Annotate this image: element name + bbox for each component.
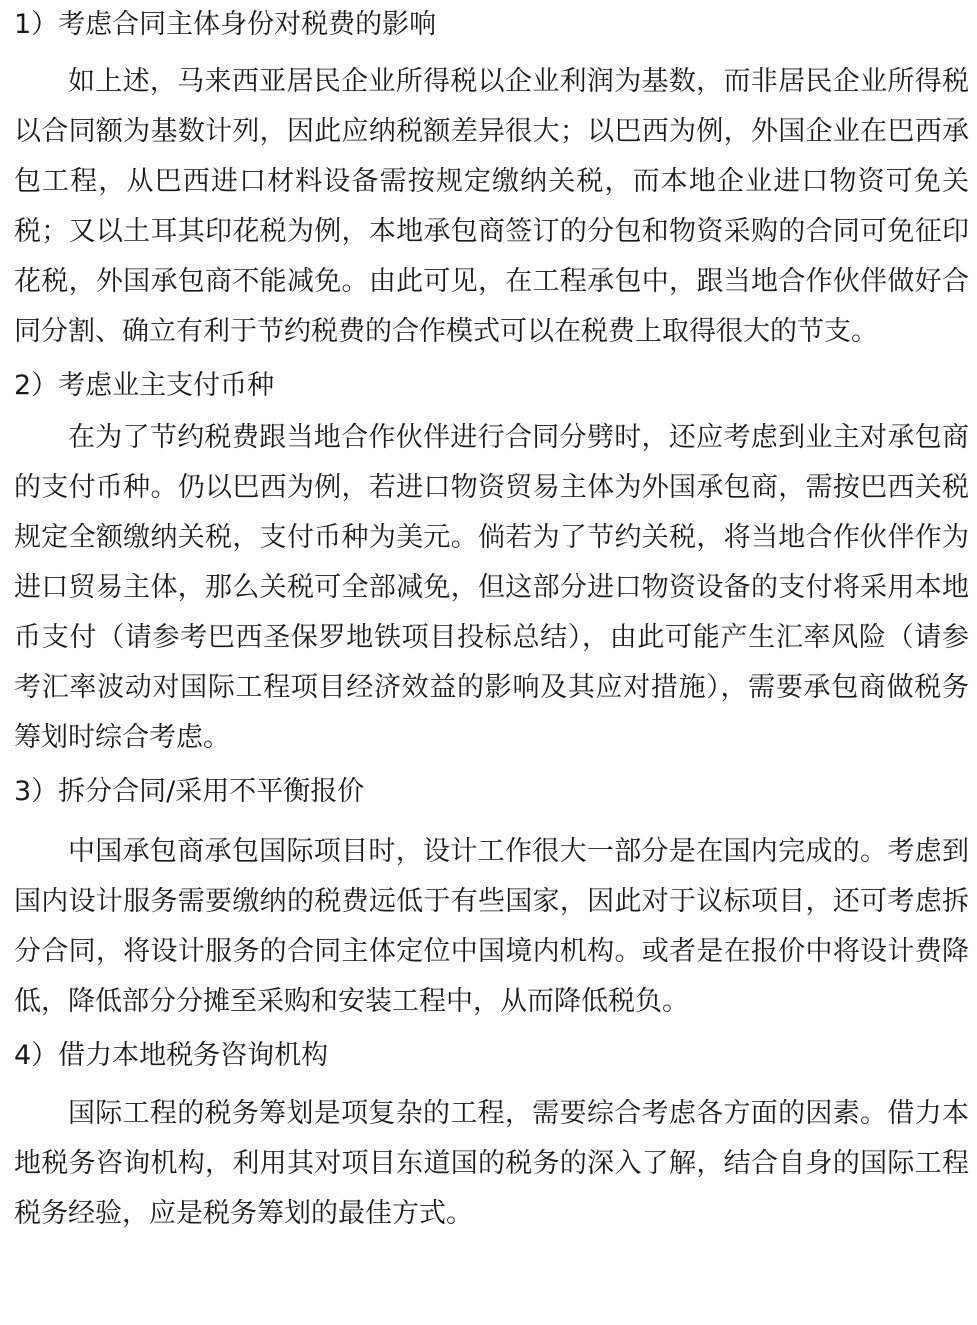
section-paragraph-2: 在为了节约税费跟当地合作伙伴进行合同分劈时，还应考虑到业主对承包商的支付币种。仍以巴西为例，若进口物资贸易主体为外国承包商，需按巴西关税规定全额缴纳关税，支付币种为美元。倘若为了节约关税，将当地合作伙伴作为进口贸易主体，那么关税可全部减免，但这部分进口物资设备的支付将采用本地币支付（请参考巴西圣保罗地铁项目投标总结），由此可能产生汇率风险（请参考汇率波动对国际工程项目经济效益的影响及其应对措施），需要承包商做税务筹划时综合考虑。: [14, 422, 969, 753]
section-paragraph-4: 国际工程的税务筹划是项复杂的工程，需要综合考虑各方面的因素。借力本地税务咨询机构，利用其对项目东道国的税务的深入了解，结合自身的国际工程税务经验，应是税务筹划的最佳方式。: [14, 1098, 969, 1229]
section-paragraph-3: 中国承包商承包国际项目时，设计工作很大一部分是在国内完成的。考虑到国内设计服务需要缴纳的税费远低于有些国家，因此对于议标项目，还可考虑拆分合同，将设计服务的合同主体定位中国境内机构。或者是在报价中将设计费降低，降低部分分摊至采购和安装工程中，从而降低税负。: [14, 836, 969, 1017]
section-paragraph-1: 如上述，马来西亚居民企业所得税以企业利润为基数，而非居民企业所得税以合同额为基数计列，因此应纳税额差异很大；以巴西为例，外国企业在巴西承包工程，从巴西进口材料设备需按规定缴纳关税，而本地企业进口物资可免关税；又以土耳其印花税为例，本地承包商签订的分包和物资采购的合同可免征印花税，外国承包商不能减免。由此可见，在工程承包中，跟当地合作伙伴做好合同分割、确立有利于节约税费的合作模式可以在税费上取得很大的节支。: [14, 66, 969, 347]
section-heading-3: 3）拆分合同/采用不平衡报价: [14, 776, 365, 807]
section-heading-1: 1）考虑合同主体身份对税费的影响: [14, 9, 437, 40]
section-heading-2: 2）考虑业主支付币种: [14, 370, 275, 401]
section-heading-4: 4）借力本地税务咨询机构: [14, 1040, 329, 1071]
